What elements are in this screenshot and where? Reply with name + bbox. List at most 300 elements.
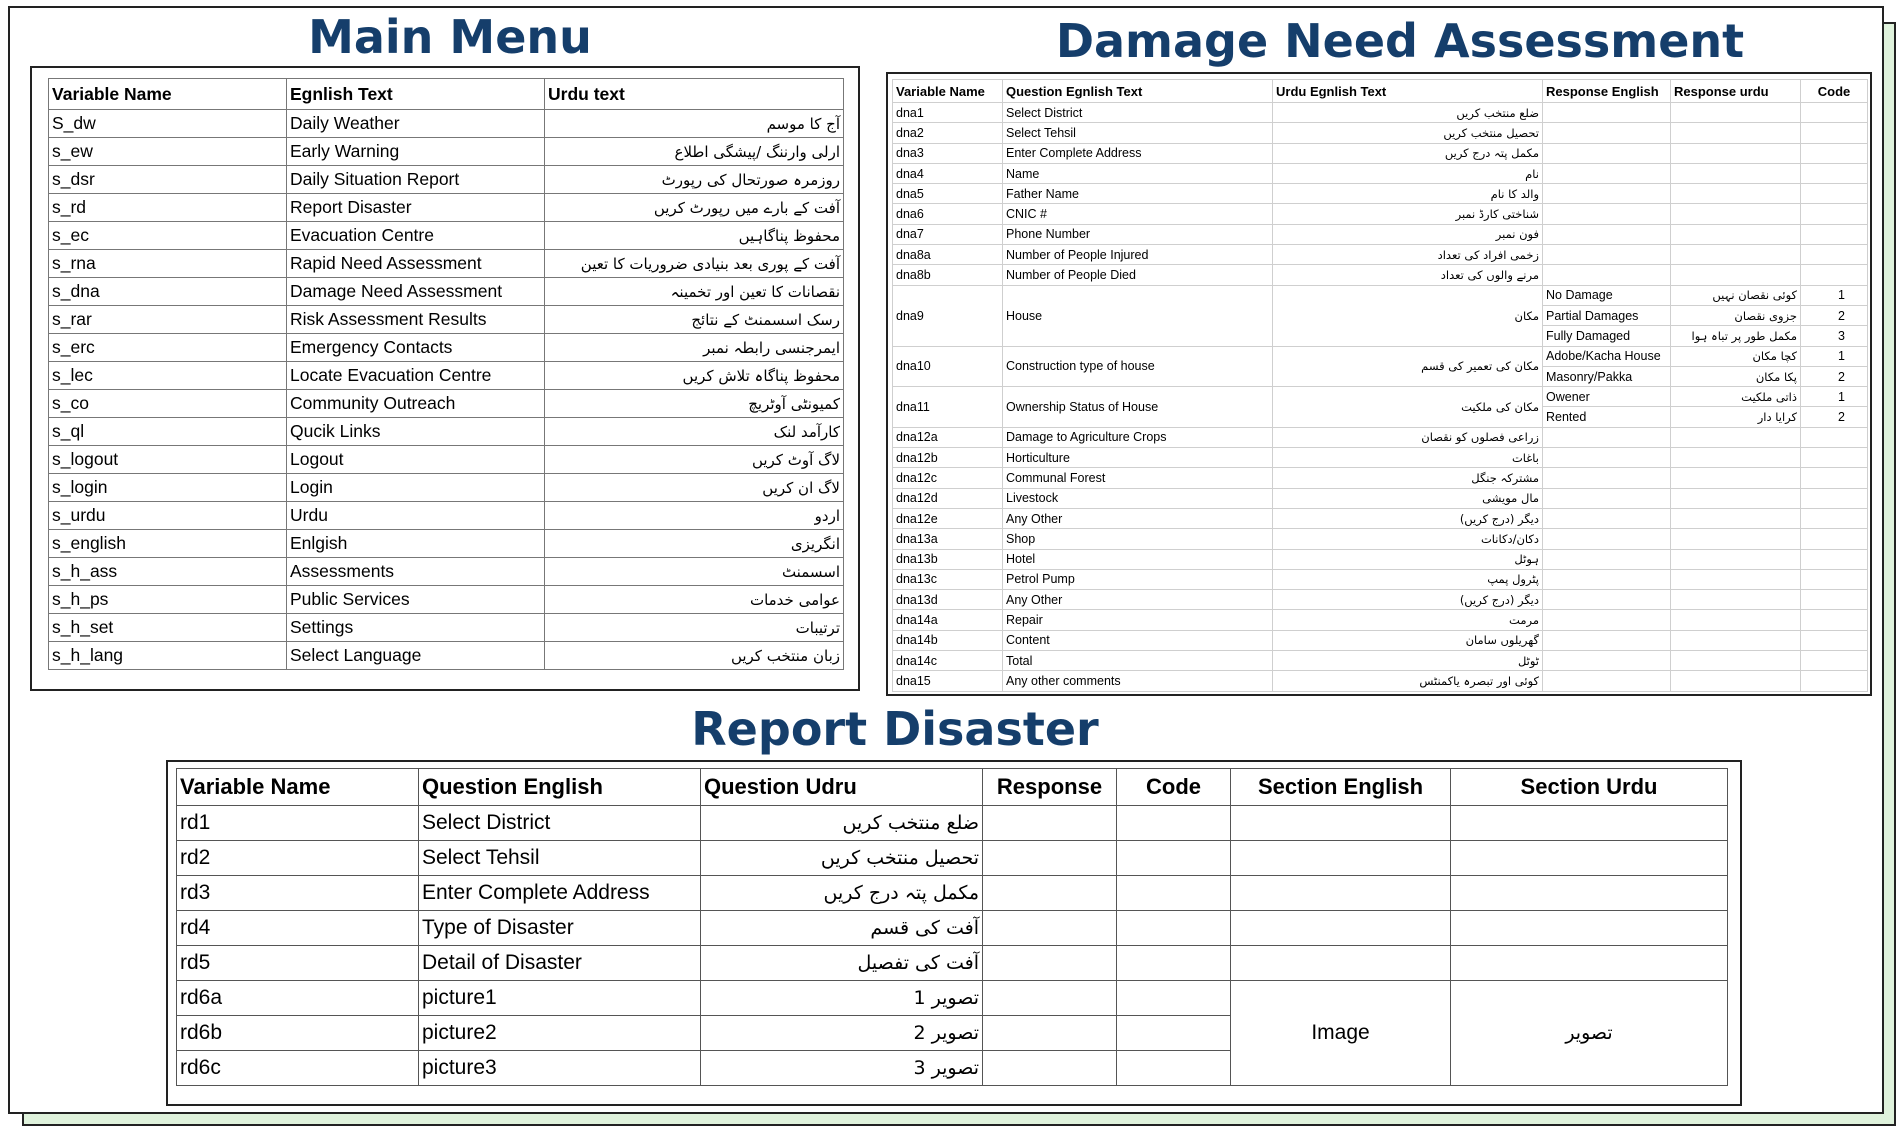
cell-code: 2 (1801, 305, 1868, 325)
table-row (49, 110, 844, 138)
cell-response-english (1543, 163, 1671, 183)
cell-code (1801, 488, 1868, 508)
cell-code (1801, 610, 1868, 630)
cell-response-urdu (1671, 448, 1801, 468)
cell-variable-name: s_ec (49, 222, 287, 250)
cell-variable-name: dna9 (893, 285, 1003, 346)
cell-variable-name: S_dw (49, 110, 287, 138)
cell-response-english (1543, 224, 1671, 244)
cell-urdu-text: ٹوٹل (1273, 651, 1543, 671)
cell-variable-name: s_login (49, 474, 287, 502)
cell-response-english (1543, 427, 1671, 447)
cell-question-urdu: مکمل پتہ درج کریں (701, 876, 983, 911)
table-row (893, 387, 1868, 407)
cell-question-english: Select District (419, 806, 701, 841)
cell-response-english (1543, 265, 1671, 285)
cell-variable-name: dna12b (893, 448, 1003, 468)
cell-urdu-text: کمیونٹی آوٹریچ (545, 390, 844, 418)
table-row (893, 163, 1868, 183)
cell-variable-name: s_h_lang (49, 642, 287, 670)
cell-variable-name: rd5 (177, 946, 419, 981)
cell-variable-name: dna6 (893, 204, 1003, 224)
cell-question-urdu: آفت کی قسم (701, 911, 983, 946)
table-header-row (893, 80, 1868, 103)
cell-urdu-text: محفوظ پناگاہ تلاش کریں (545, 362, 844, 390)
cell-section-english (1231, 841, 1451, 876)
cell-question-english: Any other comments (1003, 671, 1273, 691)
cell-question-english: Any Other (1003, 590, 1273, 610)
cell-urdu-text: زبان منتخب کریں (545, 642, 844, 670)
cell-urdu-text: مرنے والوں کی تعداد (1273, 265, 1543, 285)
table-row (893, 346, 1868, 366)
cell-urdu-text: آفت کے بارے میں رپورٹ کریں (545, 194, 844, 222)
table-row (177, 946, 1728, 981)
dna-title: Damage Need Assessment (1055, 14, 1745, 68)
cell-urdu-text: مکان (1273, 285, 1543, 346)
cell-code (1801, 265, 1868, 285)
table-header-row (49, 79, 844, 110)
cell-urdu-text: انگریزی (545, 530, 844, 558)
cell-response-english (1543, 671, 1671, 691)
cell-question-english: House (1003, 285, 1273, 346)
cell-urdu-text: دیگر (درج کریں) (1273, 590, 1543, 610)
cell-variable-name: rd2 (177, 841, 419, 876)
table-row (893, 610, 1868, 630)
cell-code (1801, 569, 1868, 589)
cell-english-text: Qucik Links (287, 418, 545, 446)
cell-urdu-text: مکمل پتہ درج کریں (1273, 143, 1543, 163)
cell-variable-name: dna3 (893, 143, 1003, 163)
cell-response-english: Masonry/Pakka (1543, 366, 1671, 386)
cell-response-urdu: کوئی نقصان نہیں (1671, 285, 1801, 305)
cell-variable-name: dna12a (893, 427, 1003, 447)
cell-response-urdu (1671, 265, 1801, 285)
cell-english-text: Select Language (287, 642, 545, 670)
cell-response-urdu (1671, 549, 1801, 569)
table-row (49, 334, 844, 362)
cell-variable-name: dna13c (893, 569, 1003, 589)
cell-question-english: Petrol Pump (1003, 569, 1273, 589)
cell-urdu-text: رسک اسسمنٹ کے نتائج (545, 306, 844, 334)
cell-urdu-text: مرمت (1273, 610, 1543, 630)
cell-variable-name: s_lec (49, 362, 287, 390)
cell-variable-name: s_h_ps (49, 586, 287, 614)
cell-urdu-text: عوامی خدمات (545, 586, 844, 614)
cell-urdu-text: پٹرول پمپ (1273, 569, 1543, 589)
cell-response-english (1543, 448, 1671, 468)
cell-variable-name: dna5 (893, 184, 1003, 204)
cell-urdu-text: دکان/دکانات (1273, 529, 1543, 549)
cell-response-urdu: پکا مکان (1671, 366, 1801, 386)
cell-response-urdu (1671, 427, 1801, 447)
table-row (893, 224, 1868, 244)
cell-question-urdu: تصویر 1 (701, 981, 983, 1016)
cell-english-text: Daily Weather (287, 110, 545, 138)
cell-question-english: Horticulture (1003, 448, 1273, 468)
cell-variable-name: s_rd (49, 194, 287, 222)
cell-urdu-text: فون نمبر (1273, 224, 1543, 244)
cell-urdu-text: آج کا موسم (545, 110, 844, 138)
cell-response-urdu (1671, 143, 1801, 163)
cell-question-english: Communal Forest (1003, 468, 1273, 488)
cell-response-urdu (1671, 630, 1801, 650)
table-row (49, 390, 844, 418)
header-question-english: Question Egnlish Text (1003, 80, 1273, 103)
cell-variable-name: s_h_ass (49, 558, 287, 586)
header-variable-name: Variable Name (177, 769, 419, 806)
cell-section-english (1231, 806, 1451, 841)
cell-code (1801, 143, 1868, 163)
cell-variable-name: dna4 (893, 163, 1003, 183)
table-row (49, 502, 844, 530)
cell-response-english (1543, 143, 1671, 163)
cell-urdu-text: نقصانات کا تعین اور تخمینہ (545, 278, 844, 306)
cell-section-urdu (1451, 841, 1728, 876)
cell-section-english (1231, 911, 1451, 946)
cell-response-urdu (1671, 610, 1801, 630)
report-disaster-table (176, 768, 1728, 1086)
cell-code (1117, 1016, 1231, 1051)
header-response-urdu: Response urdu (1671, 80, 1801, 103)
cell-urdu-text: گھریلوں سامان (1273, 630, 1543, 650)
cell-question-english: Hotel (1003, 549, 1273, 569)
cell-section-urdu (1451, 946, 1728, 981)
table-row (49, 306, 844, 334)
cell-response-urdu: ذاتی ملکیت (1671, 387, 1801, 407)
cell-section-urdu (1451, 876, 1728, 911)
cell-urdu-text: شناختی کارڈ نمبر (1273, 204, 1543, 224)
cell-question-english: Ownership Status of House (1003, 387, 1273, 428)
cell-variable-name: dna12c (893, 468, 1003, 488)
main-menu-table (48, 78, 844, 670)
cell-response-english (1543, 245, 1671, 265)
cell-english-text: Settings (287, 614, 545, 642)
cell-response-urdu (1671, 651, 1801, 671)
cell-urdu-text: روزمرہ صورتحال کی رپورٹ (545, 166, 844, 194)
cell-english-text: Community Outreach (287, 390, 545, 418)
cell-response-urdu: کچا مکان (1671, 346, 1801, 366)
cell-response-urdu: مکمل طور پر تباہ ہوا (1671, 326, 1801, 346)
cell-question-english: Enter Complete Address (1003, 143, 1273, 163)
header-urdu-text: Urdu text (545, 79, 844, 110)
cell-question-english: CNIC # (1003, 204, 1273, 224)
cell-variable-name: dna1 (893, 103, 1003, 123)
cell-section-urdu (1451, 911, 1728, 946)
table-row (893, 143, 1868, 163)
cell-response-english: No Damage (1543, 285, 1671, 305)
cell-urdu-text: زراعی فصلوں کو نقصان (1273, 427, 1543, 447)
cell-variable-name: s_co (49, 390, 287, 418)
cell-code (1801, 224, 1868, 244)
header-response-english: Response English (1543, 80, 1671, 103)
cell-question-english: Enter Complete Address (419, 876, 701, 911)
table-row (49, 530, 844, 558)
table-row (49, 558, 844, 586)
cell-english-text: Login (287, 474, 545, 502)
cell-code: 1 (1801, 285, 1868, 305)
cell-response-urdu (1671, 184, 1801, 204)
table-row (893, 427, 1868, 447)
cell-variable-name: dna8b (893, 265, 1003, 285)
document-sheet (8, 6, 1884, 1114)
cell-question-english: Father Name (1003, 184, 1273, 204)
cell-english-text: Assessments (287, 558, 545, 586)
cell-section-english (1231, 946, 1451, 981)
cell-response-urdu (1671, 468, 1801, 488)
cell-code (1801, 245, 1868, 265)
header-section-urdu: Section Urdu (1451, 769, 1728, 806)
cell-response-urdu (1671, 103, 1801, 123)
cell-question-english: Livestock (1003, 488, 1273, 508)
table-row (49, 418, 844, 446)
cell-code (1801, 468, 1868, 488)
cell-section-urdu (1451, 806, 1728, 841)
cell-question-english: Select District (1003, 103, 1273, 123)
cell-response-english: Fully Damaged (1543, 326, 1671, 346)
header-question-urdu: Question Udru (701, 769, 983, 806)
cell-urdu-text: مکان کی تعمیر کی قسم (1273, 346, 1543, 387)
cell-variable-name: s_rna (49, 250, 287, 278)
cell-code (1801, 630, 1868, 650)
cell-english-text: Public Services (287, 586, 545, 614)
table-row (49, 586, 844, 614)
cell-english-text: Urdu (287, 502, 545, 530)
cell-variable-name: rd3 (177, 876, 419, 911)
table-row (49, 222, 844, 250)
cell-variable-name: s_urdu (49, 502, 287, 530)
cell-code (1117, 981, 1231, 1016)
cell-question-urdu: ضلع منتخب کریں (701, 806, 983, 841)
cell-urdu-text: ارلی وارننگ /پیشگی اطلاع (545, 138, 844, 166)
cell-response (983, 841, 1117, 876)
cell-variable-name: rd6b (177, 1016, 419, 1051)
table-row (893, 448, 1868, 468)
table-row (893, 529, 1868, 549)
cell-response-english (1543, 184, 1671, 204)
cell-question-urdu: تصویر 2 (701, 1016, 983, 1051)
cell-response-english (1543, 103, 1671, 123)
cell-question-english: Number of People Injured (1003, 245, 1273, 265)
cell-section-english: Image (1231, 981, 1451, 1086)
cell-urdu-text: کارآمد لنک (545, 418, 844, 446)
cell-english-text: Logout (287, 446, 545, 474)
cell-response-urdu (1671, 529, 1801, 549)
cell-variable-name: dna10 (893, 346, 1003, 387)
cell-question-urdu: آفت کی تفصیل (701, 946, 983, 981)
cell-variable-name: dna8a (893, 245, 1003, 265)
cell-urdu-text: تحصیل منتخب کریں (1273, 123, 1543, 143)
cell-urdu-text: زخمی افراد کی تعداد (1273, 245, 1543, 265)
cell-question-english: Damage to Agriculture Crops (1003, 427, 1273, 447)
cell-english-text: Report Disaster (287, 194, 545, 222)
table-row (893, 265, 1868, 285)
cell-response-english (1543, 123, 1671, 143)
cell-question-english: Name (1003, 163, 1273, 183)
cell-response-urdu (1671, 671, 1801, 691)
cell-variable-name: s_erc (49, 334, 287, 362)
table-row (49, 250, 844, 278)
cell-question-english: Construction type of house (1003, 346, 1273, 387)
cell-code (1801, 508, 1868, 528)
table-row (177, 981, 1728, 1016)
cell-response-urdu (1671, 508, 1801, 528)
table-row (893, 245, 1868, 265)
cell-code (1801, 103, 1868, 123)
cell-question-english: Content (1003, 630, 1273, 650)
cell-response-english (1543, 549, 1671, 569)
cell-code (1801, 671, 1868, 691)
cell-response-english (1543, 590, 1671, 610)
cell-variable-name: dna13b (893, 549, 1003, 569)
table-row (49, 642, 844, 670)
cell-question-english: Shop (1003, 529, 1273, 549)
cell-code (1801, 204, 1868, 224)
cell-response (983, 1051, 1117, 1086)
cell-variable-name: dna14c (893, 651, 1003, 671)
cell-variable-name: rd6a (177, 981, 419, 1016)
cell-variable-name: dna12d (893, 488, 1003, 508)
cell-response-english (1543, 630, 1671, 650)
cell-response-english (1543, 204, 1671, 224)
cell-response-urdu (1671, 224, 1801, 244)
cell-urdu-text: آفت کے پوری بعد بنیادی ضروریات کا تعین (545, 250, 844, 278)
cell-question-english: Repair (1003, 610, 1273, 630)
table-row (893, 285, 1868, 305)
table-row (893, 651, 1868, 671)
cell-variable-name: dna7 (893, 224, 1003, 244)
cell-response (983, 1016, 1117, 1051)
header-english-text: Egnlish Text (287, 79, 545, 110)
cell-variable-name: dna15 (893, 671, 1003, 691)
cell-variable-name: s_h_set (49, 614, 287, 642)
cell-question-english: Select Tehsil (419, 841, 701, 876)
table-row (893, 488, 1868, 508)
cell-code (1117, 911, 1231, 946)
main-menu-table-box (30, 66, 860, 691)
table-row (893, 184, 1868, 204)
main-menu-title: Main Menu (308, 10, 592, 64)
table-row (177, 841, 1728, 876)
table-row (893, 123, 1868, 143)
cell-code (1117, 876, 1231, 911)
cell-urdu-text: والد کا نام (1273, 184, 1543, 204)
cell-question-urdu: تحصیل منتخب کریں (701, 841, 983, 876)
table-row (49, 362, 844, 390)
cell-response-urdu: کرایا دار (1671, 407, 1801, 427)
cell-variable-name: dna14a (893, 610, 1003, 630)
cell-variable-name: rd4 (177, 911, 419, 946)
cell-response-urdu (1671, 488, 1801, 508)
cell-variable-name: s_logout (49, 446, 287, 474)
cell-code: 1 (1801, 346, 1868, 366)
cell-variable-name: dna13a (893, 529, 1003, 549)
cell-response-urdu (1671, 204, 1801, 224)
cell-urdu-text: لاگ ان کریں (545, 474, 844, 502)
cell-response (983, 876, 1117, 911)
cell-code (1801, 590, 1868, 610)
cell-variable-name: s_dna (49, 278, 287, 306)
cell-variable-name: rd6c (177, 1051, 419, 1086)
table-row (49, 446, 844, 474)
header-section-english: Section English (1231, 769, 1451, 806)
cell-code (1117, 841, 1231, 876)
cell-response-english: Owener (1543, 387, 1671, 407)
cell-question-english: Detail of Disaster (419, 946, 701, 981)
cell-code: 2 (1801, 366, 1868, 386)
cell-urdu-text: محفوظ پناگاہیں (545, 222, 844, 250)
table-row (893, 569, 1868, 589)
cell-variable-name: s_ew (49, 138, 287, 166)
cell-code (1117, 806, 1231, 841)
cell-response-urdu: جزوی نقصان (1671, 305, 1801, 325)
header-variable-name: Variable Name (893, 80, 1003, 103)
cell-code (1117, 1051, 1231, 1086)
cell-question-english: picture1 (419, 981, 701, 1016)
cell-response-english (1543, 610, 1671, 630)
cell-variable-name: s_rar (49, 306, 287, 334)
cell-code (1801, 163, 1868, 183)
header-urdu-text: Urdu Egnlish Text (1273, 80, 1543, 103)
cell-response-english (1543, 508, 1671, 528)
cell-code (1801, 184, 1868, 204)
cell-english-text: Damage Need Assessment (287, 278, 545, 306)
cell-response (983, 946, 1117, 981)
cell-english-text: Daily Situation Report (287, 166, 545, 194)
cell-urdu-text: مکان کی ملکیت (1273, 387, 1543, 428)
cell-response-english: Adobe/Kacha House (1543, 346, 1671, 366)
cell-code (1801, 651, 1868, 671)
cell-response-english (1543, 468, 1671, 488)
table-row (49, 194, 844, 222)
cell-code (1801, 448, 1868, 468)
cell-english-text: Enlgish (287, 530, 545, 558)
cell-response-english: Rented (1543, 407, 1671, 427)
table-row (893, 590, 1868, 610)
table-row (177, 911, 1728, 946)
cell-response-urdu (1671, 123, 1801, 143)
cell-code (1801, 549, 1868, 569)
cell-question-english: Any Other (1003, 508, 1273, 528)
cell-urdu-text: اردو (545, 502, 844, 530)
cell-question-english: Select Tehsil (1003, 123, 1273, 143)
cell-variable-name: s_ql (49, 418, 287, 446)
table-row (49, 614, 844, 642)
cell-english-text: Rapid Need Assessment (287, 250, 545, 278)
cell-english-text: Risk Assessment Results (287, 306, 545, 334)
cell-question-urdu: تصویر 3 (701, 1051, 983, 1086)
cell-code (1117, 946, 1231, 981)
cell-question-english: Type of Disaster (419, 911, 701, 946)
table-row (49, 166, 844, 194)
cell-urdu-text: لاگ آوٹ کریں (545, 446, 844, 474)
cell-section-english (1231, 876, 1451, 911)
table-row (177, 806, 1728, 841)
cell-response-urdu (1671, 245, 1801, 265)
cell-urdu-text: کوئی اور تبصرہ یاکمنٹس (1273, 671, 1543, 691)
cell-variable-name: dna13d (893, 590, 1003, 610)
cell-code: 1 (1801, 387, 1868, 407)
cell-urdu-text: باغات (1273, 448, 1543, 468)
cell-urdu-text: مال مویشی (1273, 488, 1543, 508)
cell-response-english (1543, 488, 1671, 508)
cell-question-english: Total (1003, 651, 1273, 671)
cell-variable-name: s_dsr (49, 166, 287, 194)
table-row (177, 876, 1728, 911)
cell-response-english (1543, 529, 1671, 549)
cell-urdu-text: ایمرجنسی رابطہ نمبر (545, 334, 844, 362)
table-row (893, 204, 1868, 224)
dna-table (892, 79, 1868, 692)
